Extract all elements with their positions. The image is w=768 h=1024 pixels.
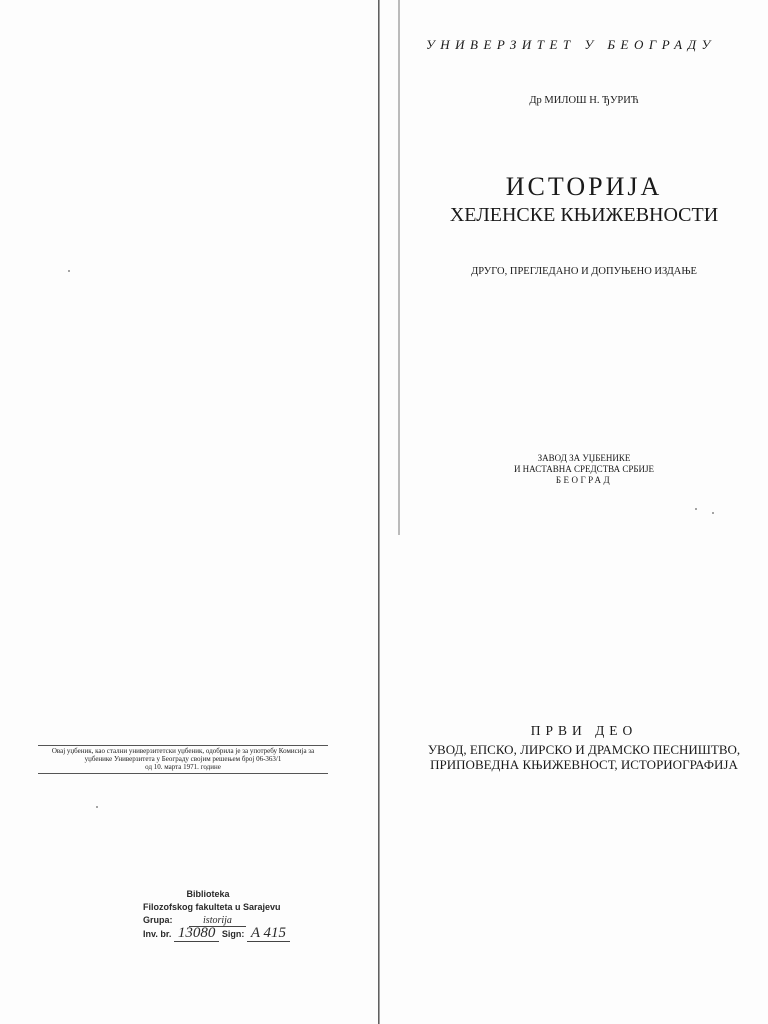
left-page — [0, 0, 378, 1024]
book-spine — [378, 0, 380, 1024]
publisher-line-2: И НАСТАВНА СРЕДСТВА СРБИЈЕ — [513, 464, 655, 474]
publisher-block — [400, 453, 768, 486]
approval-line-1: Овај уџбеник, као стални универзитетски уџбеник, одобрила је за употребу Комисија за — [51, 747, 315, 755]
book-subtitle: ХЕЛЕНСКЕ КЊИЖЕВНОСТИ — [449, 204, 719, 226]
stamp-faculty-name: Filozofskog fakulteta u Sarajevu — [143, 902, 281, 912]
part-contents — [400, 742, 768, 772]
approval-line-2: уџбенике Универзитета у Београду својим решењем број 06-363/1 — [84, 755, 282, 763]
edition-note: ДРУГО, ПРЕГЛЕДАНО И ДОПУЊЕНО ИЗДАЊЕ — [471, 266, 697, 277]
stamp-signature-label: Sign: — [221, 929, 245, 939]
publisher-city: БЕОГРАД — [555, 475, 613, 485]
part-contents-line-2: ПРИПОВЕДНА КЊИЖЕВНОСТ, ИСТОРИОГРАФИЈА — [430, 757, 738, 772]
part-contents-line-1: УВОД, ЕПСКО, ЛИРСКО И ДРАМСКО ПЕСНИШТВО, — [427, 742, 741, 757]
stamp-library-name: Biblioteka — [186, 889, 230, 899]
publisher-line-1: ЗАВОД ЗА УЏБЕНИКЕ — [537, 453, 631, 463]
paper-speck — [695, 508, 697, 510]
paper-speck — [96, 806, 98, 808]
stamp-inventory-value: 13080 — [174, 925, 220, 942]
stamp-inventory-row — [143, 925, 287, 941]
stamp-group-label: Grupa: — [143, 915, 173, 925]
right-page — [400, 0, 768, 1024]
book-title: ИСТОРИЈА — [505, 172, 663, 201]
university-heading: УНИВЕРЗИТЕТ У БЕОГРАДУ — [426, 37, 716, 52]
part-label: ПРВИ ДЕО — [530, 723, 638, 738]
paper-speck — [68, 270, 70, 272]
approval-notice — [38, 745, 328, 774]
library-stamp — [143, 888, 287, 941]
stamp-inventory-label: Inv. br. — [143, 929, 172, 939]
author-name: Др МИЛОШ Н. ЂУРИЋ — [529, 95, 639, 106]
approval-line-3: од 10. марта 1971. године — [145, 763, 221, 771]
paper-speck — [712, 512, 714, 514]
stamp-signature-value: A 415 — [247, 925, 290, 942]
stamp-group-value: istorija — [189, 915, 246, 927]
